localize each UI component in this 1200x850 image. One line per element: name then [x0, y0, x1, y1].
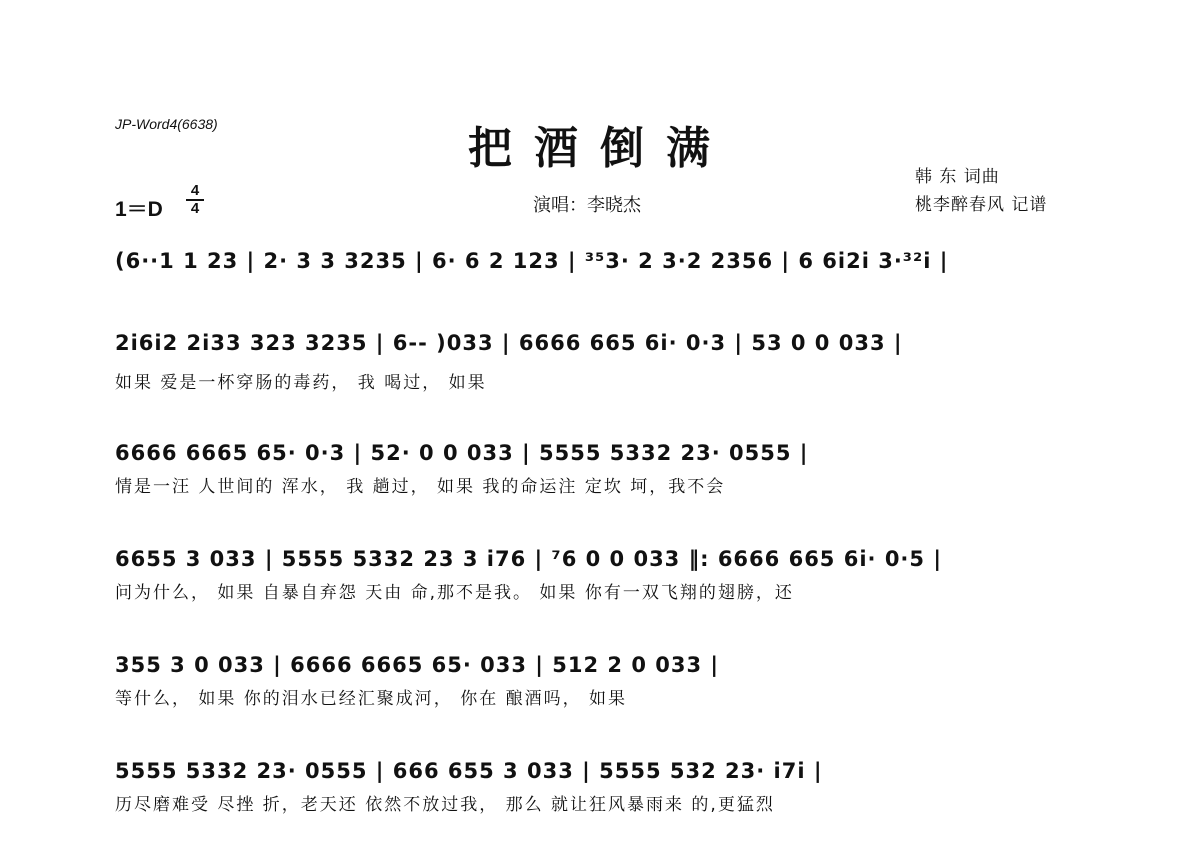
notation-line: 5555 5332 23· 0555 | 666 655 3 033 | 5555 532 23· i7i | — [115, 759, 823, 783]
lyrics-line: 如果 爱是一杯穿肠的毒药， 我 喝过， 如果 — [115, 373, 487, 393]
notation-line: 2i6i2 2i33 323 3235 | 6-- )033 | 6666 665 6i· 0·3 | 53 0 0 033 | — [115, 331, 903, 355]
notation-line: 355 3 0 033 | 6666 6665 65· 033 | 512 2 0 033 | — [115, 653, 720, 677]
lyricist-credit: 韩 东 词曲 — [915, 167, 1000, 187]
notation-line: 6666 6665 65· 0·3 | 52· 0 0 033 | 5555 5332 23· 0555 | — [115, 441, 809, 465]
notation-line: (6··1 1 23 | 2· 3 3 3235 | 6· 6 2 123 | ³⁵3· 2 3·2 2356 | 6 6i2i 3·³²i | — [115, 249, 949, 273]
key-signature: 1＝D — [115, 198, 163, 221]
singer-credit: 演唱：李晓杰 — [533, 195, 641, 216]
lyrics-line: 历尽磨难受 尽挫 折，老天还 依然不放过我， 那么 就让狂风暴雨来 的,更猛烈 — [115, 795, 775, 815]
notation-line: 6655 3 033 | 5555 5332 23 3 i76 | ⁷6 0 0 033 ‖: 6666 665 6i· 0·5 | — [115, 547, 943, 571]
transcriber-credit: 桃李醉春风 记谱 — [915, 195, 1048, 215]
lyrics-line: 问为什么， 如果 自暴自弃怨 天由 命,那不是我。 如果 你有一双飞翔的翅膀，还 — [115, 583, 794, 603]
time-signature-bottom: 4 — [190, 200, 200, 217]
lyrics-line: 等什么， 如果 你的泪水已经汇聚成河， 你在 酿酒吗， 如果 — [115, 689, 628, 709]
lyrics-line: 情是一汪 人世间的 浑水， 我 趟过， 如果 我的命运注 定坎 坷，我不会 — [115, 477, 726, 497]
source-label: JP-Word4(6638) — [115, 116, 218, 132]
song-title: 把酒倒满 — [468, 123, 732, 174]
time-signature — [186, 184, 204, 216]
time-signature-top: 4 — [190, 182, 200, 199]
